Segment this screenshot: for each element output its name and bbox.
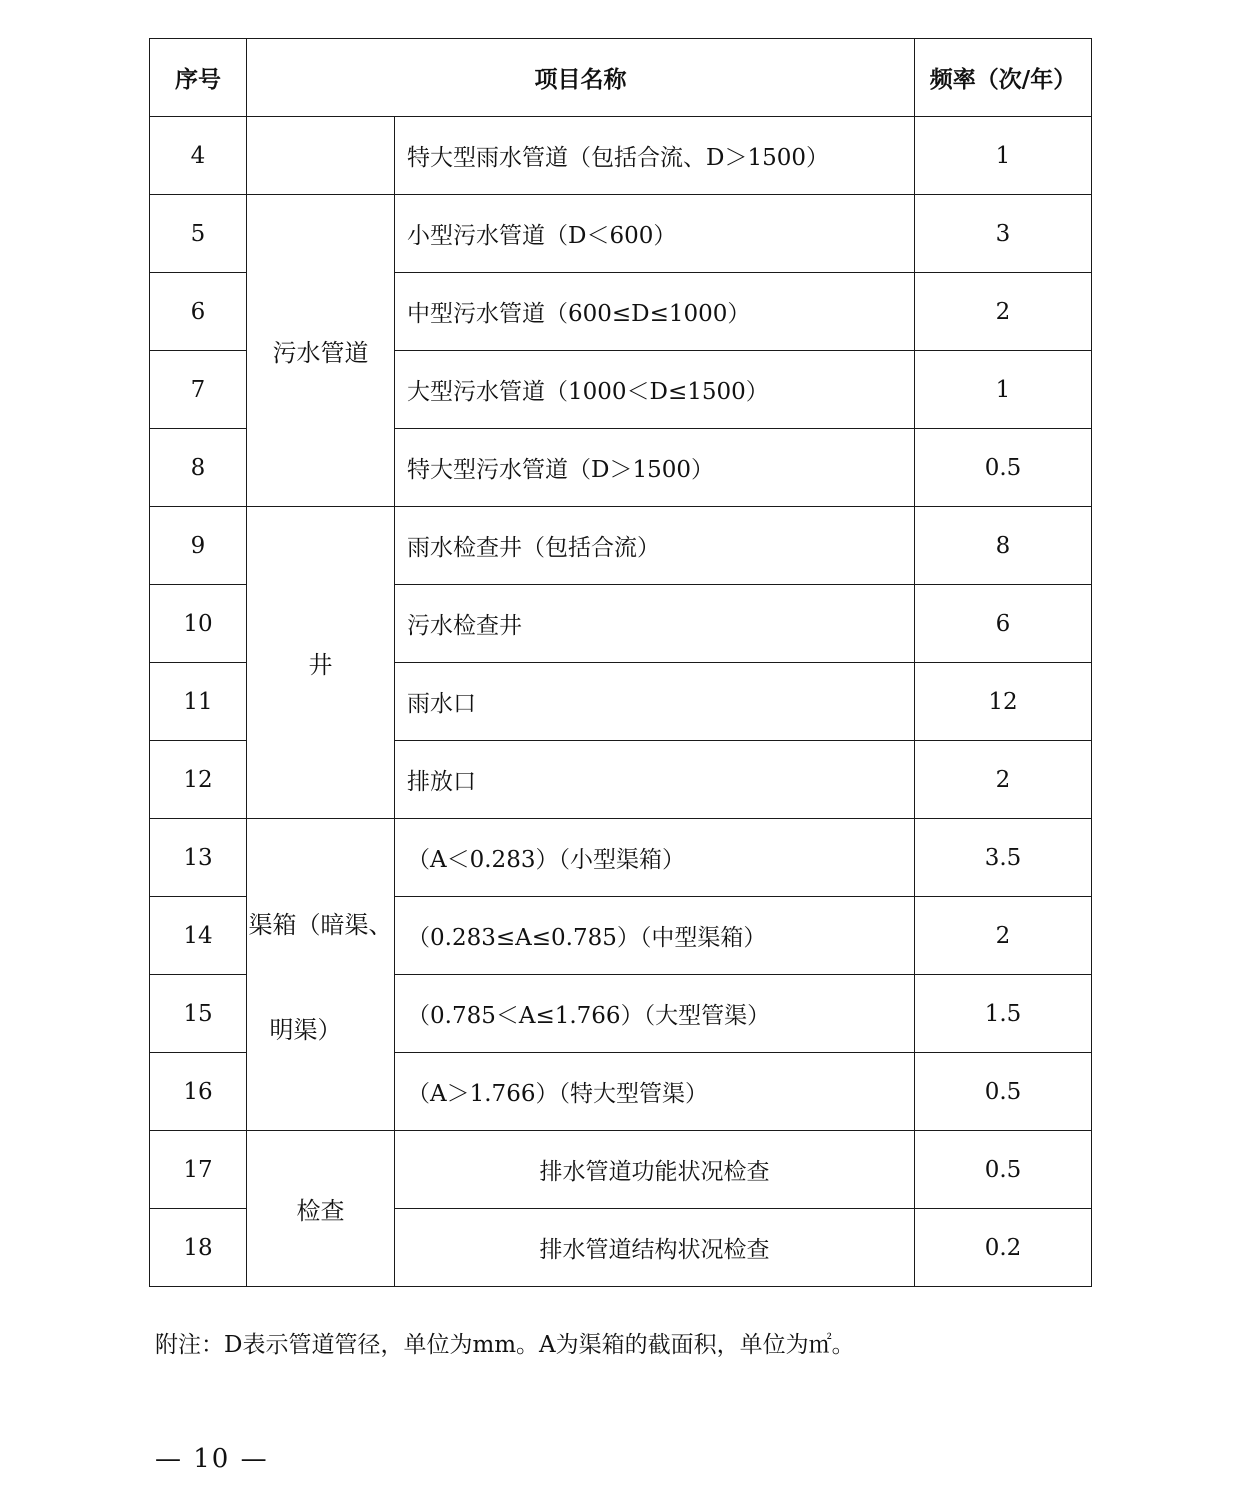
table-footnote: 附注：D表示管道管径，单位为mm。A为渠箱的截面积，单位为㎡。 (155, 1332, 855, 1358)
row-freq: 0.5 (915, 1131, 1092, 1209)
row-no: 11 (150, 663, 247, 741)
row-no: 9 (150, 507, 247, 585)
row-no: 18 (150, 1209, 247, 1287)
row-name: 排水管道功能状况检查 (395, 1131, 915, 1209)
row-name: 排放口 (395, 741, 915, 819)
table-row (150, 819, 1092, 897)
row-name: 大型污水管道（1000＜D≤1500） (395, 351, 915, 429)
row-freq: 3 (915, 195, 1092, 273)
row-name: 排水管道结构状况检查 (395, 1209, 915, 1287)
category-channel (247, 819, 395, 1131)
table-row (150, 1131, 1092, 1209)
row-name: 雨水检查井（包括合流） (395, 507, 915, 585)
row-no: 14 (150, 897, 247, 975)
row-freq: 0.5 (915, 429, 1092, 507)
row-name: 特大型污水管道（D＞1500） (395, 429, 915, 507)
row-freq: 0.2 (915, 1209, 1092, 1287)
table-row (150, 507, 1092, 585)
header-no: 序号 (150, 39, 247, 117)
row-no: 10 (150, 585, 247, 663)
row-name: 小型污水管道（D＜600） (395, 195, 915, 273)
row-name: 特大型雨水管道（包括合流、D＞1500） (395, 117, 915, 195)
category-inspection: 检查 (247, 1131, 395, 1287)
row-no: 12 (150, 741, 247, 819)
row-no: 17 (150, 1131, 247, 1209)
row-name: 雨水口 (395, 663, 915, 741)
page-number: — 10 — (155, 1444, 269, 1474)
category-sewage: 污水管道 (247, 195, 395, 507)
row-freq: 1.5 (915, 975, 1092, 1053)
row-freq: 6 (915, 585, 1092, 663)
frequency-table (149, 38, 1092, 1287)
row-no: 4 (150, 117, 247, 195)
table-row (150, 195, 1092, 273)
table-row (150, 117, 1092, 195)
row-name: （0.785＜A≤1.766）（大型管渠） (395, 975, 915, 1053)
row-freq: 8 (915, 507, 1092, 585)
row-name: 中型污水管道（600≤D≤1000） (395, 273, 915, 351)
row-freq: 2 (915, 741, 1092, 819)
row-name: （0.283≤A≤0.785）（中型渠箱） (395, 897, 915, 975)
header-freq: 频率（次/年） (915, 39, 1092, 117)
row-name: （A＞1.766）（特大型管渠） (395, 1053, 915, 1131)
row-no: 7 (150, 351, 247, 429)
row-freq: 1 (915, 351, 1092, 429)
row-freq: 2 (915, 273, 1092, 351)
row-no: 6 (150, 273, 247, 351)
row-no: 8 (150, 429, 247, 507)
row-name: （A＜0.283）（小型渠箱） (395, 819, 915, 897)
row-freq: 1 (915, 117, 1092, 195)
category-cell-empty (247, 117, 395, 195)
row-no: 16 (150, 1053, 247, 1131)
row-no: 5 (150, 195, 247, 273)
row-freq: 12 (915, 663, 1092, 741)
row-name: 污水检查井 (395, 585, 915, 663)
category-channel-line2: 明渠） (269, 1015, 342, 1044)
row-no: 15 (150, 975, 247, 1053)
header-row (150, 39, 1092, 117)
row-no: 13 (150, 819, 247, 897)
row-freq: 3.5 (915, 819, 1092, 897)
header-name: 项目名称 (247, 39, 915, 117)
category-well: 井 (247, 507, 395, 819)
row-freq: 2 (915, 897, 1092, 975)
row-freq: 0.5 (915, 1053, 1092, 1131)
category-channel-line1: 渠箱（暗渠、 (248, 910, 393, 939)
